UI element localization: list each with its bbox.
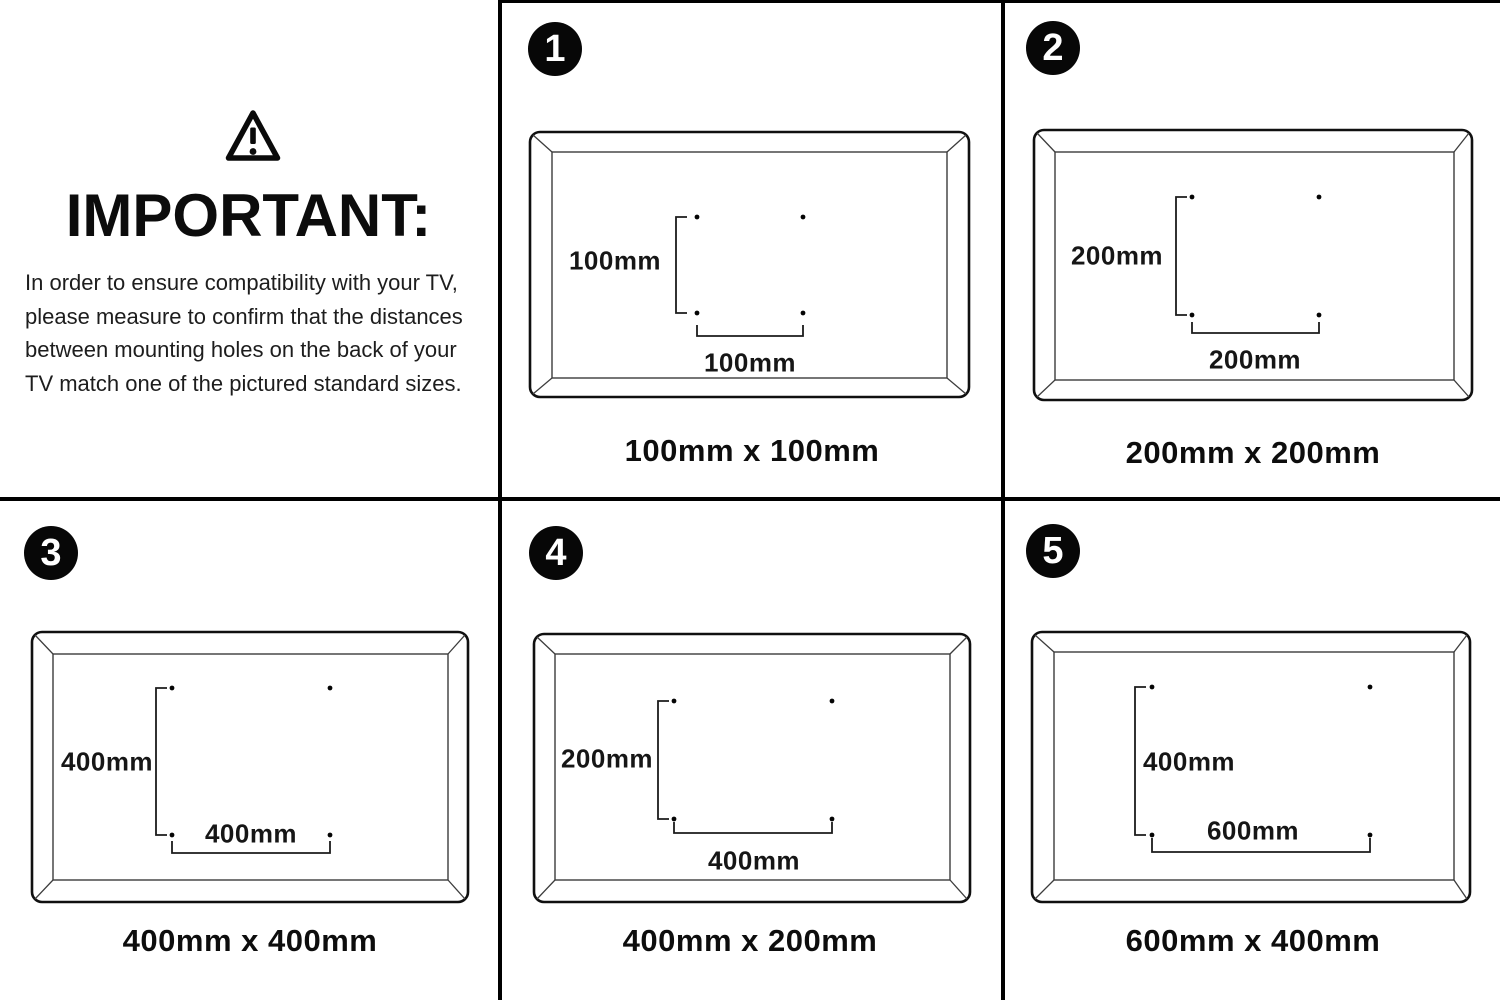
height-dimension-label: 100mm xyxy=(568,245,662,276)
mounting-hole xyxy=(672,699,677,704)
step-number: 1 xyxy=(544,28,566,70)
step-number: 5 xyxy=(1042,530,1064,572)
mounting-hole xyxy=(695,215,700,220)
notice-line: TV match one of the pictured standard sizes. xyxy=(25,370,462,396)
notice-line: In order to ensure compatibility with your TV, xyxy=(25,270,458,295)
step-badge xyxy=(1026,21,1080,75)
panel-400x400 xyxy=(0,501,498,1000)
height-dimension-label: 200mm xyxy=(560,743,654,774)
mounting-hole xyxy=(801,215,806,220)
step-number: 3 xyxy=(40,532,62,574)
mounting-hole xyxy=(328,833,333,838)
height-dimension-label: 400mm xyxy=(60,746,154,777)
mounting-hole xyxy=(801,311,806,316)
width-dimension-label: 600mm xyxy=(1206,815,1300,846)
step-badge xyxy=(529,526,583,580)
mounting-hole xyxy=(1150,833,1155,838)
mounting-hole xyxy=(1368,833,1373,838)
step-number: 2 xyxy=(1042,27,1064,69)
size-caption: 600mm x 400mm xyxy=(1125,923,1381,958)
notice-heading: IMPORTANT: xyxy=(65,182,432,249)
mounting-hole xyxy=(830,699,835,704)
mounting-hole xyxy=(1317,313,1322,318)
warning-triangle-icon xyxy=(224,108,282,164)
mounting-hole xyxy=(1317,195,1322,200)
important-notice xyxy=(0,0,497,497)
height-dimension-label: 400mm xyxy=(1142,746,1236,777)
mounting-hole xyxy=(1190,195,1195,200)
mounting-hole xyxy=(170,686,175,691)
width-dimension-label: 100mm xyxy=(703,347,797,378)
mounting-hole xyxy=(1150,685,1155,690)
step-badge xyxy=(528,22,582,76)
step-number: 4 xyxy=(545,532,567,574)
mounting-hole xyxy=(672,817,677,822)
mounting-hole xyxy=(830,817,835,822)
mounting-hole xyxy=(1190,313,1195,318)
width-dimension-label: 400mm xyxy=(204,818,298,849)
width-dimension-label: 400mm xyxy=(707,845,801,876)
panel-100x100 xyxy=(502,0,1001,497)
step-badge xyxy=(1026,524,1080,578)
panel-200x200 xyxy=(1005,0,1500,497)
mounting-hole xyxy=(1368,685,1373,690)
mounting-hole xyxy=(328,686,333,691)
notice-body xyxy=(25,266,463,400)
size-caption: 200mm x 200mm xyxy=(1125,435,1381,470)
size-caption: 400mm x 200mm xyxy=(622,923,878,958)
panel-400x200 xyxy=(502,501,1001,1000)
notice-line: between mounting holes on the back of your xyxy=(25,337,457,362)
mounting-hole xyxy=(170,833,175,838)
notice-line: please measure to confirm that the distances xyxy=(25,303,463,329)
panel-600x400 xyxy=(1005,501,1500,1000)
step-badge xyxy=(24,526,78,580)
size-caption: 400mm x 400mm xyxy=(122,923,378,958)
size-caption: 100mm x 100mm xyxy=(624,433,880,468)
mounting-hole xyxy=(695,311,700,316)
height-dimension-label: 200mm xyxy=(1070,240,1164,271)
tv-outline xyxy=(1032,632,1470,902)
width-dimension-label: 200mm xyxy=(1208,344,1302,375)
